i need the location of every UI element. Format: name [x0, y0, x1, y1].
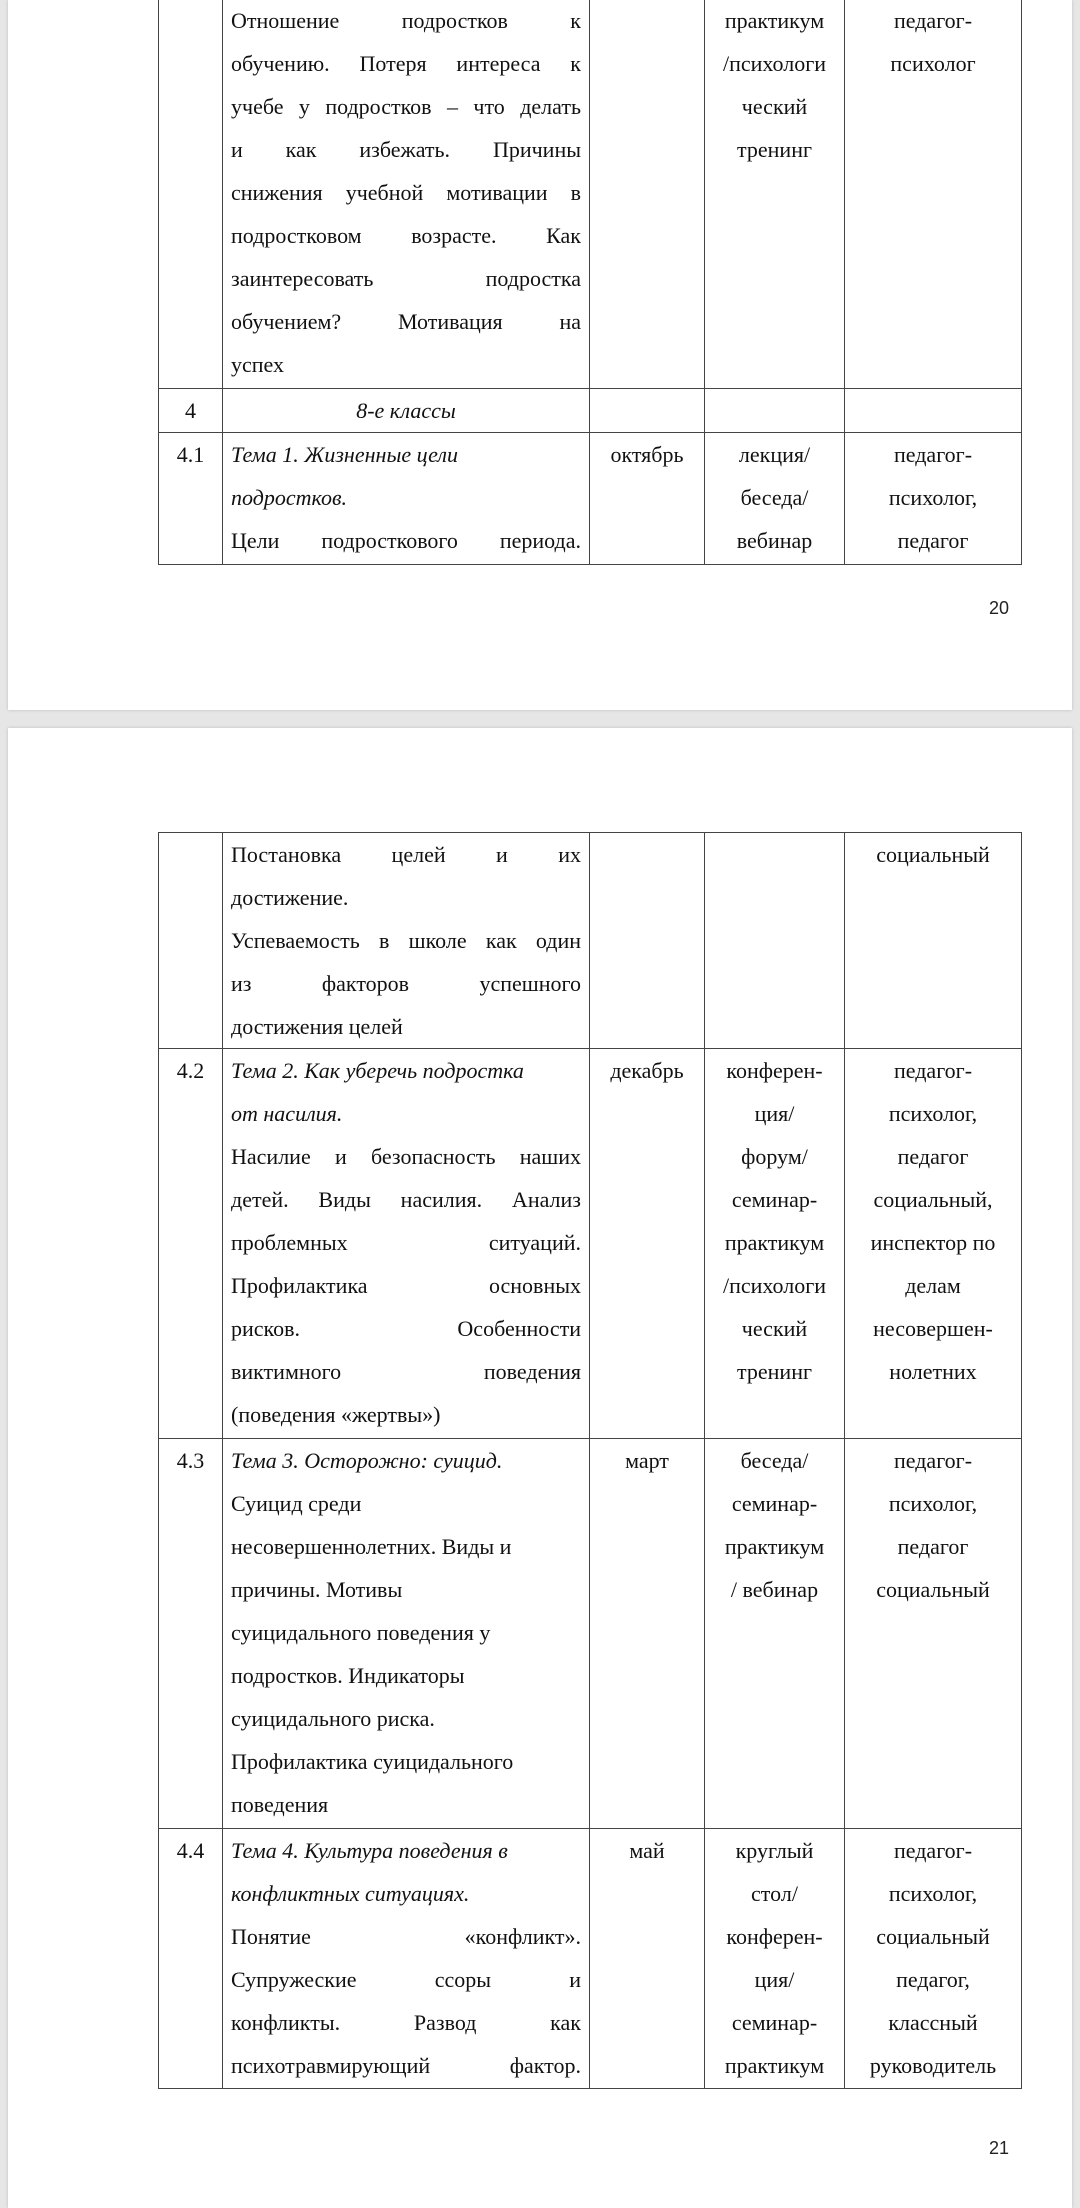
- responsible-line: делам: [905, 1273, 961, 1298]
- form-cell: [705, 1829, 845, 2089]
- topic-line: Отношение подростков к: [231, 8, 581, 33]
- form-line: тренинг: [737, 1359, 812, 1384]
- form-line: семинар-: [731, 1187, 818, 1212]
- form-cell: [705, 833, 845, 1049]
- row-number-cell: [159, 0, 223, 389]
- responsible-line: педагог: [897, 528, 969, 553]
- responsible-cell: [845, 433, 1022, 565]
- topic-line: заинтересовать подростка: [231, 266, 581, 291]
- form-cell: [705, 0, 845, 389]
- responsible-line: инспектор по: [870, 1230, 996, 1255]
- topic-line: причины. Мотивы: [231, 1577, 403, 1602]
- document-page-20: [8, 0, 1072, 710]
- topic-line: Суицид среди: [231, 1491, 362, 1516]
- topic-cell: [223, 1049, 590, 1439]
- topic-line: суицидального риска.: [231, 1706, 435, 1731]
- topic-title-line: конфликтных ситуациях.: [231, 1881, 470, 1906]
- form-cell: [705, 433, 845, 565]
- form-line: семинар-: [731, 1491, 818, 1516]
- table-row: [159, 1829, 1022, 2089]
- empty-cell: [705, 389, 845, 433]
- topic-line: несовершеннолетних. Виды и: [231, 1534, 512, 1559]
- topic-line: детей. Виды насилия. Анализ: [231, 1187, 581, 1212]
- form-line: конферен-: [726, 1924, 823, 1949]
- row-number: 4.2: [159, 1049, 223, 1439]
- responsible-line: руководитель: [869, 2053, 997, 2078]
- topic-title-line: Тема 2. Как уберечь подростка: [231, 1058, 524, 1083]
- form-line: форум/: [741, 1144, 808, 1169]
- date-cell: [590, 0, 705, 389]
- responsible-line: педагог-: [893, 442, 973, 467]
- page-number: 21: [988, 2138, 1009, 2158]
- form-line: вебинар: [736, 528, 813, 553]
- table-row: [159, 1049, 1022, 1439]
- table-row: [159, 1439, 1022, 1829]
- responsible-line: социальный: [876, 1924, 990, 1949]
- empty-cell: [590, 389, 705, 433]
- responsible-cell: [845, 833, 1022, 1049]
- topic-line: Постановка целей и их: [231, 842, 581, 867]
- topic-title-line: подростков.: [231, 485, 347, 510]
- responsible-line: педагог-: [893, 8, 973, 33]
- topic-line: (поведения «жертвы»): [231, 1402, 441, 1427]
- form-line: ческий: [741, 94, 808, 119]
- responsible-line: нолетних: [889, 1359, 977, 1384]
- form-line: /психологи: [722, 51, 827, 76]
- date-cell: [590, 833, 705, 1049]
- topic-line: достижение.: [231, 885, 349, 910]
- topic-line: подростковом возрасте. Как: [231, 223, 581, 248]
- row-number: 4.1: [159, 433, 223, 565]
- topic-line: из факторов успешного: [231, 971, 581, 996]
- responsible-line: педагог-: [893, 1838, 973, 1863]
- row-number: 4.4: [159, 1829, 223, 2089]
- form-line: круглый: [735, 1838, 814, 1863]
- empty-cell: [845, 389, 1022, 433]
- form-line: / вебинар: [730, 1577, 819, 1602]
- responsible-line: педагог-: [893, 1058, 973, 1083]
- responsible-cell: [845, 0, 1022, 389]
- form-line: практикум: [724, 1230, 825, 1255]
- page-number: 20: [988, 598, 1009, 618]
- responsible-line: психолог,: [888, 1881, 978, 1906]
- section-row: [159, 389, 1022, 433]
- form-line: тренинг: [737, 137, 812, 162]
- topic-line: снижения учебной мотивации в: [231, 180, 581, 205]
- responsible-line: классный: [888, 2010, 978, 2035]
- form-cell: [705, 1049, 845, 1439]
- topic-cell: [223, 833, 590, 1049]
- responsible-line: педагог: [897, 1144, 969, 1169]
- date-cell: май: [590, 1829, 705, 2089]
- form-line: семинар-: [731, 2010, 818, 2035]
- topic-line: суицидального поведения у: [231, 1620, 491, 1645]
- date-cell: декабрь: [590, 1049, 705, 1439]
- section-number: 4: [159, 389, 223, 433]
- table-row: [159, 0, 1022, 389]
- responsible-cell: [845, 1829, 1022, 2089]
- responsible-line: педагог-: [893, 1448, 973, 1473]
- topic-line: Понятие «конфликт».: [231, 1924, 581, 1949]
- plan-table-page-20: [158, 0, 1022, 565]
- topic-title-line: Тема 1. Жизненные цели: [231, 442, 458, 467]
- topic-line: Успеваемость в школе как один: [231, 928, 581, 953]
- form-line: ческий: [741, 1316, 808, 1341]
- form-line: беседа/: [740, 485, 809, 510]
- responsible-cell: [845, 1049, 1022, 1439]
- responsible-line: психолог: [890, 51, 976, 76]
- topic-line: Супружеские ссоры и: [231, 1967, 581, 1992]
- responsible-line: педагог: [897, 1534, 969, 1559]
- form-line: ция/: [754, 1967, 795, 1992]
- topic-title-line: Тема 3. Осторожно: суицид.: [231, 1448, 503, 1473]
- form-line: беседа/: [740, 1448, 809, 1473]
- topic-line: и как избежать. Причины: [231, 137, 581, 162]
- table-row: [159, 833, 1022, 1049]
- topic-line: Профилактика суицидального: [231, 1749, 514, 1774]
- topic-line: успех: [231, 352, 285, 377]
- topic-line: проблемных ситуаций.: [231, 1230, 581, 1255]
- responsible-line: несовершен-: [873, 1316, 993, 1341]
- date-cell: март: [590, 1439, 705, 1829]
- topic-cell: [223, 433, 590, 565]
- topic-line: подростков. Индикаторы: [231, 1663, 465, 1688]
- row-number: 4.3: [159, 1439, 223, 1829]
- responsible-line: социальный,: [873, 1187, 993, 1212]
- date-cell: октябрь: [590, 433, 705, 565]
- table-row: [159, 433, 1022, 565]
- topic-line: Насилие и безопасность наших: [231, 1144, 581, 1169]
- topic-line: виктимного поведения: [231, 1359, 581, 1384]
- topic-cell: [223, 1439, 590, 1829]
- topic-line: Профилактика основных: [231, 1273, 581, 1298]
- form-line: практикум: [724, 2053, 825, 2078]
- topic-line: учебе у подростков – что делать: [231, 94, 581, 119]
- form-line: стол/: [751, 1881, 798, 1906]
- topic-line: поведения: [231, 1792, 329, 1817]
- topic-line: обучением? Мотивация на: [231, 309, 581, 334]
- topic-cell: [223, 0, 590, 389]
- form-cell: [705, 1439, 845, 1829]
- responsible-cell: [845, 1439, 1022, 1829]
- responsible-line: социальный: [876, 842, 990, 867]
- topic-line: психотравмирующий фактор.: [231, 2053, 581, 2078]
- topic-line: обучению. Потеря интереса к: [231, 51, 581, 76]
- responsible-line: социальный: [876, 1577, 990, 1602]
- responsible-line: психолог,: [888, 1491, 978, 1516]
- responsible-line: педагог,: [896, 1967, 970, 1992]
- responsible-line: психолог,: [888, 1101, 978, 1126]
- form-line: лекция/: [738, 442, 811, 467]
- topic-line: достижения целей: [231, 1014, 403, 1039]
- topic-cell: [223, 1829, 590, 2089]
- topic-title-line: Тема 4. Культура поведения в: [231, 1838, 508, 1863]
- form-line: конферен-: [726, 1058, 823, 1083]
- form-line: /психологи: [722, 1273, 827, 1298]
- document-page-21: [8, 728, 1072, 2208]
- topic-line: Цели подросткового периода.: [231, 528, 581, 553]
- form-line: ция/: [754, 1101, 795, 1126]
- section-title: 8-е классы: [223, 389, 590, 433]
- row-number-cell: [159, 833, 223, 1049]
- plan-table-page-21: [158, 832, 1022, 2089]
- form-line: практикум: [724, 1534, 825, 1559]
- topic-title-line: от насилия.: [231, 1101, 343, 1126]
- form-line: практикум: [724, 8, 825, 33]
- topic-line: конфликты. Развод как: [231, 2010, 581, 2035]
- responsible-line: психолог,: [888, 485, 978, 510]
- topic-line: рисков. Особенности: [231, 1316, 581, 1341]
